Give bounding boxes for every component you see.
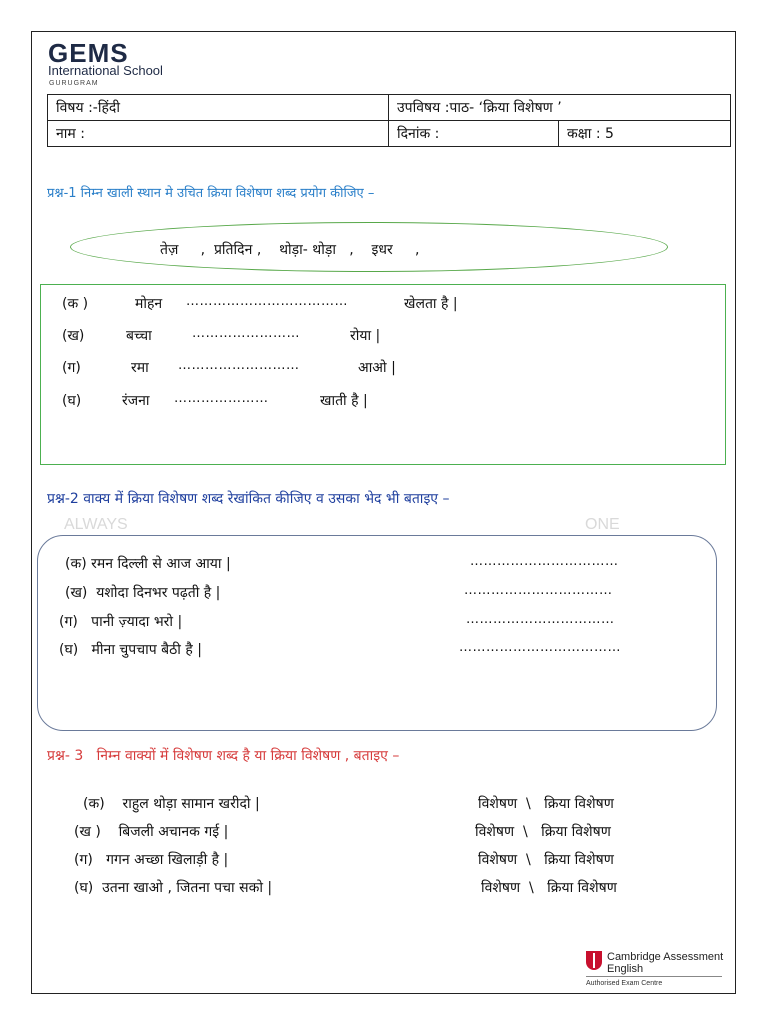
class-cell: कक्षा : 5 bbox=[559, 121, 731, 147]
q1-item-before: रमा bbox=[131, 360, 149, 376]
q3-item-text: (क) राहुल थोड़ा सामान खरीदो | bbox=[83, 796, 260, 812]
q1-item-before: मोहन bbox=[135, 296, 163, 312]
q1-item-label: (क ) bbox=[62, 296, 89, 312]
school-logo: GEMS bbox=[48, 38, 129, 68]
q2-item-blank: …………………………… bbox=[464, 583, 613, 598]
q1-item-after: खेलता है | bbox=[404, 296, 458, 312]
q2-item-text: (घ) मीना चुपचाप बैठी है | bbox=[59, 642, 202, 658]
school-name: International School bbox=[48, 63, 163, 78]
q1-item-before: बच्चा bbox=[126, 328, 152, 344]
q1-item-before: रंजना bbox=[122, 393, 150, 409]
date-cell: दिनांक : bbox=[389, 121, 559, 147]
q2-item-text: (क) रमन दिल्ली से आज आया | bbox=[65, 556, 231, 572]
q1-item-blank: ………………… bbox=[174, 391, 269, 406]
q2-item-blank: …………………………… bbox=[466, 612, 615, 627]
cambridge-logo-text bbox=[607, 951, 723, 975]
q1-item-blank: …………………… bbox=[192, 326, 300, 341]
q2-item-blank: ……………………………… bbox=[459, 640, 621, 655]
subject-cell: विषय :-हिंदी bbox=[48, 95, 389, 121]
q3-title: प्रश्न- 3 निम्न वाक्यों में विशेषण शब्द है या क्रिया विशेषण , बताइए – bbox=[47, 748, 400, 764]
cambridge-line1: Cambridge Assessment bbox=[607, 951, 724, 963]
school-city: GURUGRAM bbox=[49, 80, 99, 87]
watermark-right: ONE bbox=[585, 516, 620, 533]
subtopic-cell: उपविषय :पाठ- ‘क्रिया विशेषण ’ bbox=[389, 95, 731, 121]
q3-item-choice: विशेषण \ क्रिया विशेषण bbox=[478, 852, 614, 868]
word-bank: तेज़ , प्रतिदिन , थोड़ा- थोड़ा , इधर , bbox=[160, 242, 420, 258]
q1-item-after: रोया | bbox=[350, 328, 381, 344]
q3-item-choice: विशेषण \ क्रिया विशेषण bbox=[478, 796, 614, 812]
q3-item-text: (ग) गगन अच्छा खिलाड़ी है | bbox=[74, 852, 229, 868]
q1-item-blank: ……………………………… bbox=[186, 294, 348, 309]
q2-item-blank: …………………………… bbox=[470, 554, 619, 569]
q3-item-choice: विशेषण \ क्रिया विशेषण bbox=[481, 880, 617, 896]
q3-item-text: (ख ) बिजली अचानक गई | bbox=[74, 824, 229, 840]
cambridge-divider bbox=[586, 976, 722, 977]
q2-item-text: (ग) पानी ज़्यादा भरो | bbox=[59, 614, 183, 630]
q1-item-after: आओ | bbox=[358, 360, 396, 376]
q1-item-after: खाती है | bbox=[320, 393, 368, 409]
q3-item-choice: विशेषण \ क्रिया विशेषण bbox=[475, 824, 611, 840]
q1-item-blank: ……………………… bbox=[178, 358, 300, 373]
q1-title: प्रश्न-1 निम्न खाली स्थान मे उचित क्रिया विशेषण शब्द प्रयोग कीजिए – bbox=[47, 186, 375, 201]
q1-item-label: (ख) bbox=[62, 328, 85, 344]
q2-title: प्रश्न-2 वाक्य में क्रिया विशेषण शब्द रेखांकित कीजिए व उसका भेद भी बताइए – bbox=[47, 491, 450, 507]
name-cell: नाम : bbox=[48, 121, 389, 147]
cambridge-line2: English bbox=[607, 963, 644, 975]
q1-item-label: (घ) bbox=[62, 393, 82, 409]
info-table bbox=[47, 94, 731, 147]
watermark-left: ALWAYS bbox=[64, 516, 128, 533]
q1-item-label: (ग) bbox=[62, 360, 81, 376]
cambridge-shield-icon bbox=[586, 951, 602, 970]
q2-item-text: (ख) यशोदा दिनभर पढ़ती है | bbox=[65, 585, 221, 601]
q3-item-text: (घ) उतना खाओ , जितना पचा सको | bbox=[74, 880, 273, 896]
cambridge-subtitle: Authorised Exam Centre bbox=[586, 980, 663, 987]
